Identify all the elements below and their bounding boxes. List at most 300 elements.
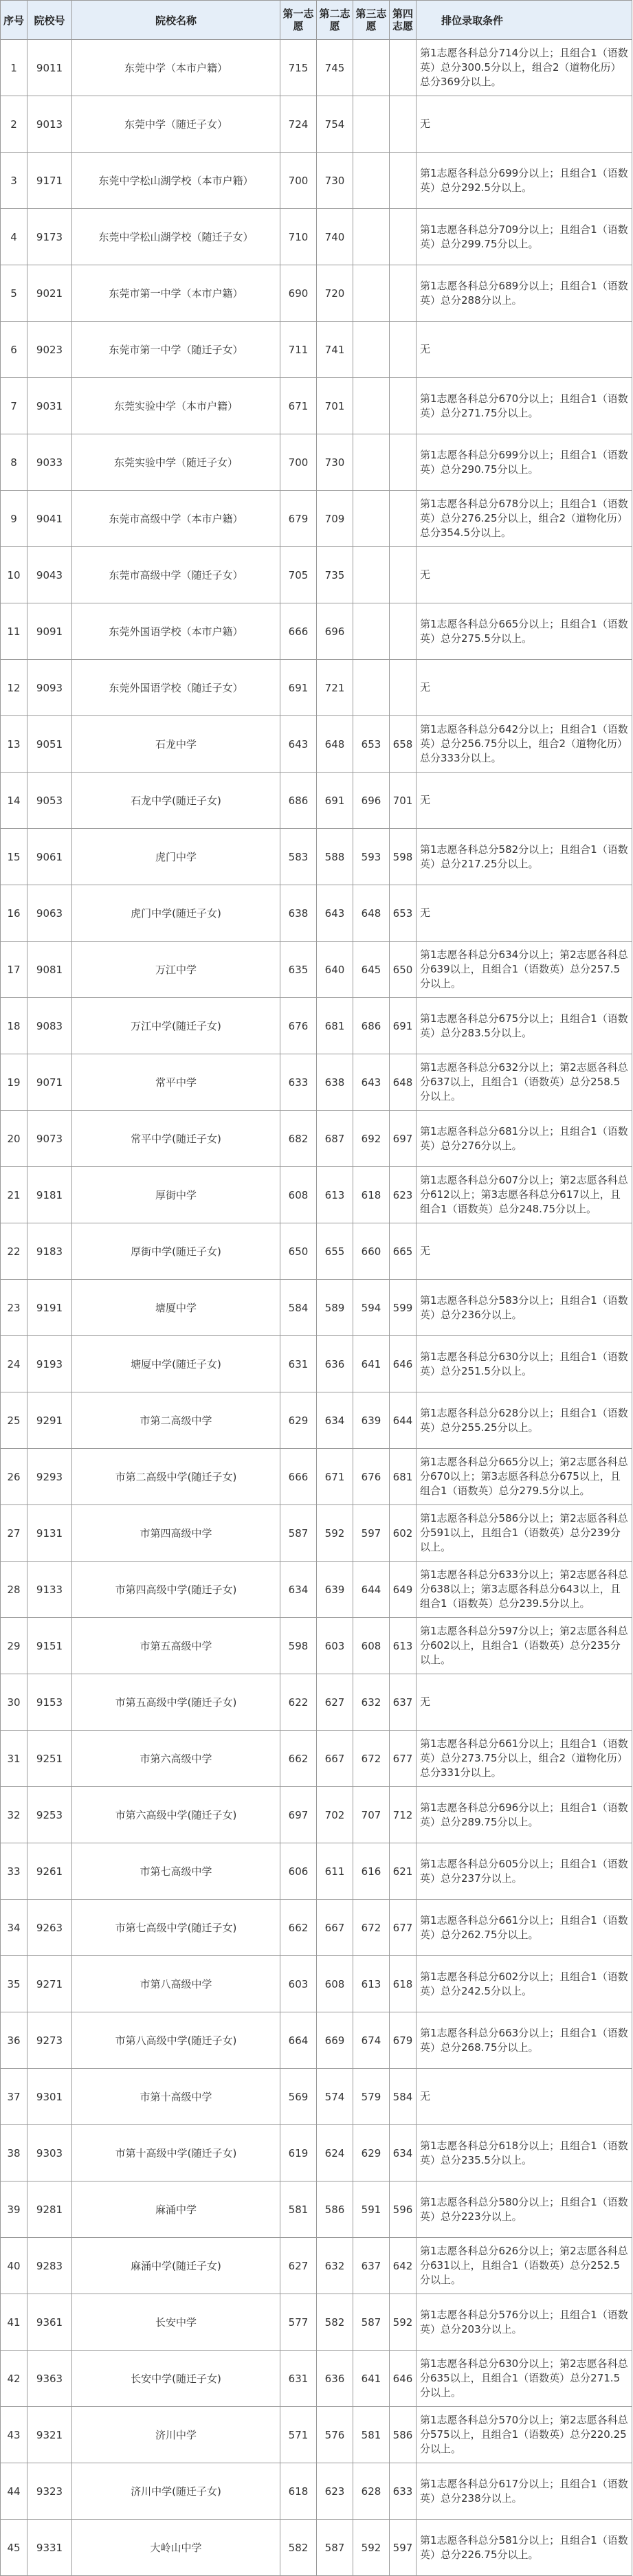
cell-school-code: 9191 bbox=[27, 1280, 72, 1336]
cell-choice-1: 666 bbox=[280, 1449, 317, 1505]
table-row bbox=[1, 1618, 632, 1674]
cell-choice-2: 730 bbox=[317, 434, 353, 491]
cell-admission-conditions: 第1志愿各科总分661分以上；且组合1（语数英）总分273.75分以上，组合2（道物化历）总分331分以上。 bbox=[417, 1731, 632, 1787]
cell-school-name: 市第五高级中学 bbox=[72, 1618, 280, 1674]
cell-admission-conditions: 第1志愿各科总分689分以上；且组合1（语数英）总分288分以上。 bbox=[417, 265, 632, 322]
cell-index: 38 bbox=[1, 2125, 27, 2181]
cell-choice-2: 587 bbox=[317, 2520, 353, 2576]
cell-admission-conditions: 第1志愿各科总分581分以上；且组合1（语数英）总分226.75分以上。 bbox=[417, 2520, 632, 2576]
table-row bbox=[1, 1956, 632, 2012]
cell-school-code: 9281 bbox=[27, 2181, 72, 2238]
header-choice-3 bbox=[353, 1, 390, 40]
cell-school-code: 9173 bbox=[27, 209, 72, 265]
cell-index: 42 bbox=[1, 2351, 27, 2407]
cell-choice-1: 638 bbox=[280, 885, 317, 942]
table-row bbox=[1, 998, 632, 1054]
cell-choice-3 bbox=[353, 434, 390, 491]
cell-choice-3 bbox=[353, 209, 390, 265]
cell-choice-2: 643 bbox=[317, 885, 353, 942]
cell-index: 27 bbox=[1, 1505, 27, 1562]
cell-index: 6 bbox=[1, 322, 27, 378]
cell-choice-1: 700 bbox=[280, 153, 317, 209]
cell-choice-1: 627 bbox=[280, 2238, 317, 2294]
cell-admission-conditions: 第1志愿各科总分632分以上；第2志愿各科总分637以上，且组合1（语数英）总分258.5分以上。 bbox=[417, 1054, 632, 1111]
table-row bbox=[1, 942, 632, 998]
cell-index: 19 bbox=[1, 1054, 27, 1111]
table-row bbox=[1, 1280, 632, 1336]
table-body bbox=[1, 40, 632, 2576]
cell-choice-2: 639 bbox=[317, 1562, 353, 1618]
cell-choice-2: 589 bbox=[317, 1280, 353, 1336]
cell-choice-1: 671 bbox=[280, 378, 317, 434]
cell-choice-4 bbox=[390, 209, 417, 265]
cell-choice-4: 634 bbox=[390, 2125, 417, 2181]
table-row bbox=[1, 2407, 632, 2463]
cell-school-name: 市第八高级中学 bbox=[72, 1956, 280, 2012]
cell-school-name: 常平中学(随迁子女) bbox=[72, 1111, 280, 1167]
cell-school-code: 9061 bbox=[27, 829, 72, 885]
cell-school-code: 9321 bbox=[27, 2407, 72, 2463]
cell-school-code: 9023 bbox=[27, 322, 72, 378]
cell-choice-3: 579 bbox=[353, 2069, 390, 2125]
cell-choice-4: 598 bbox=[390, 829, 417, 885]
cell-choice-4: 712 bbox=[390, 1787, 417, 1843]
table-row bbox=[1, 2463, 632, 2520]
cell-choice-3 bbox=[353, 265, 390, 322]
cell-choice-1: 606 bbox=[280, 1843, 317, 1900]
cell-choice-1: 618 bbox=[280, 2463, 317, 2520]
cell-choice-3: 608 bbox=[353, 1618, 390, 1674]
cell-choice-4: 621 bbox=[390, 1843, 417, 1900]
cell-admission-conditions: 第1志愿各科总分618分以上；且组合1（语数英）总分235.5分以上。 bbox=[417, 2125, 632, 2181]
cell-choice-4: 681 bbox=[390, 1449, 417, 1505]
table-row bbox=[1, 2012, 632, 2069]
cell-index: 23 bbox=[1, 1280, 27, 1336]
cell-choice-2: 691 bbox=[317, 773, 353, 829]
table-row bbox=[1, 660, 632, 716]
cell-school-code: 9291 bbox=[27, 1392, 72, 1449]
cell-choice-4: 701 bbox=[390, 773, 417, 829]
cell-admission-conditions: 第1志愿各科总分663分以上；且组合1（语数英）总分268.75分以上。 bbox=[417, 2012, 632, 2069]
cell-choice-4: 613 bbox=[390, 1618, 417, 1674]
cell-admission-conditions: 第1志愿各科总分665分以上；第2志愿各科总分670以上；第3志愿各科总分675以上，且组合1（语数英）总分279.5分以上。 bbox=[417, 1449, 632, 1505]
cell-choice-4: 658 bbox=[390, 716, 417, 773]
cell-choice-2: 611 bbox=[317, 1843, 353, 1900]
cell-choice-1: 587 bbox=[280, 1505, 317, 1562]
header-choice-2 bbox=[317, 1, 353, 40]
cell-choice-2: 634 bbox=[317, 1392, 353, 1449]
cell-choice-4: 633 bbox=[390, 2463, 417, 2520]
header-choice-4-label: 第四志愿 bbox=[392, 8, 413, 32]
cell-choice-1: 608 bbox=[280, 1167, 317, 1223]
cell-choice-1: 631 bbox=[280, 2351, 317, 2407]
cell-choice-3: 632 bbox=[353, 1674, 390, 1731]
table-row bbox=[1, 1054, 632, 1111]
cell-index: 36 bbox=[1, 2012, 27, 2069]
cell-choice-1: 582 bbox=[280, 2520, 317, 2576]
cell-school-name: 东莞市高级中学（本市户籍） bbox=[72, 491, 280, 547]
cell-index: 20 bbox=[1, 1111, 27, 1167]
cell-choice-4 bbox=[390, 603, 417, 660]
cell-admission-conditions: 第1志愿各科总分586分以上；第2志愿各科总分591以上，且组合1（语数英）总分239分以上。 bbox=[417, 1505, 632, 1562]
cell-school-name: 长安中学 bbox=[72, 2294, 280, 2351]
cell-index: 9 bbox=[1, 491, 27, 547]
cell-choice-2: 720 bbox=[317, 265, 353, 322]
cell-school-code: 9361 bbox=[27, 2294, 72, 2351]
cell-choice-1: 690 bbox=[280, 265, 317, 322]
cell-choice-3: 672 bbox=[353, 1900, 390, 1956]
cell-choice-2: 636 bbox=[317, 1336, 353, 1392]
cell-school-code: 9151 bbox=[27, 1618, 72, 1674]
cell-school-code: 9083 bbox=[27, 998, 72, 1054]
table-row bbox=[1, 2294, 632, 2351]
cell-school-code: 9063 bbox=[27, 885, 72, 942]
cell-choice-3: 660 bbox=[353, 1223, 390, 1280]
table-row bbox=[1, 773, 632, 829]
cell-choice-1: 598 bbox=[280, 1618, 317, 1674]
cell-admission-conditions: 第1志愿各科总分699分以上；且组合1（语数英）总分290.75分以上。 bbox=[417, 434, 632, 491]
cell-choice-4 bbox=[390, 660, 417, 716]
cell-choice-3: 643 bbox=[353, 1054, 390, 1111]
cell-choice-2: 667 bbox=[317, 1731, 353, 1787]
table-row bbox=[1, 40, 632, 96]
cell-choice-3 bbox=[353, 40, 390, 96]
cell-school-code: 9261 bbox=[27, 1843, 72, 1900]
cell-choice-2: 721 bbox=[317, 660, 353, 716]
cell-school-code: 9273 bbox=[27, 2012, 72, 2069]
cell-school-code: 9021 bbox=[27, 265, 72, 322]
cell-index: 11 bbox=[1, 603, 27, 660]
cell-admission-conditions: 第1志愿各科总分617分以上；且组合1（语数英）总分238分以上。 bbox=[417, 2463, 632, 2520]
cell-school-code: 9193 bbox=[27, 1336, 72, 1392]
cell-choice-2: 740 bbox=[317, 209, 353, 265]
cell-choice-3 bbox=[353, 547, 390, 603]
cell-school-name: 济川中学(随迁子女) bbox=[72, 2463, 280, 2520]
cell-choice-4: 586 bbox=[390, 2407, 417, 2463]
cell-choice-1: 666 bbox=[280, 603, 317, 660]
cell-choice-4: 697 bbox=[390, 1111, 417, 1167]
cell-choice-2: 576 bbox=[317, 2407, 353, 2463]
cell-choice-2: 754 bbox=[317, 96, 353, 153]
cell-choice-4: 644 bbox=[390, 1392, 417, 1449]
cell-school-code: 9153 bbox=[27, 1674, 72, 1731]
cell-choice-3: 616 bbox=[353, 1843, 390, 1900]
cell-choice-2: 592 bbox=[317, 1505, 353, 1562]
cell-index: 41 bbox=[1, 2294, 27, 2351]
cell-index: 35 bbox=[1, 1956, 27, 2012]
header-choice-1 bbox=[280, 1, 317, 40]
cell-school-code: 9331 bbox=[27, 2520, 72, 2576]
cell-choice-4 bbox=[390, 491, 417, 547]
cell-choice-2: 588 bbox=[317, 829, 353, 885]
cell-choice-2: 623 bbox=[317, 2463, 353, 2520]
cell-choice-1: 635 bbox=[280, 942, 317, 998]
cell-admission-conditions: 无 bbox=[417, 660, 632, 716]
cell-school-code: 9051 bbox=[27, 716, 72, 773]
cell-choice-3 bbox=[353, 96, 390, 153]
table-row bbox=[1, 2238, 632, 2294]
cell-choice-1: 691 bbox=[280, 660, 317, 716]
cell-school-name: 大岭山中学 bbox=[72, 2520, 280, 2576]
cell-admission-conditions: 第1志愿各科总分670分以上；且组合1（语数英）总分271.75分以上。 bbox=[417, 378, 632, 434]
cell-index: 14 bbox=[1, 773, 27, 829]
cell-index: 33 bbox=[1, 1843, 27, 1900]
cell-index: 5 bbox=[1, 265, 27, 322]
cell-index: 29 bbox=[1, 1618, 27, 1674]
header-choice-2-label: 第二志愿 bbox=[319, 8, 351, 32]
header-school-code: 院校号 bbox=[27, 1, 72, 40]
cell-admission-conditions: 第1志愿各科总分607分以上；第2志愿各科总分612以上；第3志愿各科总分617以上，且组合1（语数英）总分248.75分以上。 bbox=[417, 1167, 632, 1223]
cell-choice-1: 633 bbox=[280, 1054, 317, 1111]
cell-choice-4 bbox=[390, 434, 417, 491]
cell-choice-1: 571 bbox=[280, 2407, 317, 2463]
cell-admission-conditions: 第1志愿各科总分634分以上；第2志愿各科总分639以上，且组合1（语数英）总分257.5分以上。 bbox=[417, 942, 632, 998]
cell-index: 13 bbox=[1, 716, 27, 773]
cell-school-code: 9011 bbox=[27, 40, 72, 96]
cell-choice-2: 681 bbox=[317, 998, 353, 1054]
cell-school-code: 9031 bbox=[27, 378, 72, 434]
cell-choice-2: 636 bbox=[317, 2351, 353, 2407]
table-row bbox=[1, 1674, 632, 1731]
cell-choice-2: 655 bbox=[317, 1223, 353, 1280]
cell-choice-1: 622 bbox=[280, 1674, 317, 1731]
cell-admission-conditions: 第1志愿各科总分633分以上；第2志愿各科总分638以上；第3志愿各科总分643以上，且组合1（语数英）总分239.5分以上。 bbox=[417, 1562, 632, 1618]
cell-admission-conditions: 无 bbox=[417, 547, 632, 603]
cell-choice-3: 648 bbox=[353, 885, 390, 942]
cell-choice-1: 662 bbox=[280, 1731, 317, 1787]
cell-choice-2: 702 bbox=[317, 1787, 353, 1843]
table-row bbox=[1, 1787, 632, 1843]
table-row bbox=[1, 265, 632, 322]
table-row bbox=[1, 491, 632, 547]
cell-school-name: 东莞外国语学校（随迁子女） bbox=[72, 660, 280, 716]
cell-school-name: 东莞实验中学（本市户籍） bbox=[72, 378, 280, 434]
cell-school-code: 9131 bbox=[27, 1505, 72, 1562]
cell-admission-conditions: 第1志愿各科总分597分以上；第2志愿各科总分602以上，且组合1（语数英）总分235分以上。 bbox=[417, 1618, 632, 1674]
cell-index: 15 bbox=[1, 829, 27, 885]
cell-index: 10 bbox=[1, 547, 27, 603]
cell-index: 7 bbox=[1, 378, 27, 434]
cell-school-name: 东莞市高级中学（随迁子女） bbox=[72, 547, 280, 603]
cell-choice-3: 645 bbox=[353, 942, 390, 998]
cell-choice-1: 711 bbox=[280, 322, 317, 378]
cell-choice-2: 701 bbox=[317, 378, 353, 434]
cell-choice-1: 619 bbox=[280, 2125, 317, 2181]
cell-choice-3 bbox=[353, 378, 390, 434]
cell-choice-2: 648 bbox=[317, 716, 353, 773]
cell-index: 22 bbox=[1, 1223, 27, 1280]
cell-admission-conditions: 第1志愿各科总分583分以上；且组合1（语数英）总分236分以上。 bbox=[417, 1280, 632, 1336]
cell-index: 40 bbox=[1, 2238, 27, 2294]
table-row bbox=[1, 1449, 632, 1505]
table-row bbox=[1, 2069, 632, 2125]
table-row bbox=[1, 829, 632, 885]
cell-choice-2: 574 bbox=[317, 2069, 353, 2125]
cell-school-code: 9251 bbox=[27, 1731, 72, 1787]
cell-choice-3: 581 bbox=[353, 2407, 390, 2463]
cell-admission-conditions: 第1志愿各科总分576分以上；且组合1（语数英）总分203分以上。 bbox=[417, 2294, 632, 2351]
cell-choice-2: 603 bbox=[317, 1618, 353, 1674]
cell-choice-4: 649 bbox=[390, 1562, 417, 1618]
cell-choice-4 bbox=[390, 153, 417, 209]
table-row bbox=[1, 209, 632, 265]
cell-choice-2: 624 bbox=[317, 2125, 353, 2181]
cell-school-name: 市第七高级中学 bbox=[72, 1843, 280, 1900]
cell-choice-1: 650 bbox=[280, 1223, 317, 1280]
table-row bbox=[1, 96, 632, 153]
cell-admission-conditions: 无 bbox=[417, 322, 632, 378]
cell-choice-2: 687 bbox=[317, 1111, 353, 1167]
cell-choice-4: 677 bbox=[390, 1731, 417, 1787]
cell-choice-3: 641 bbox=[353, 2351, 390, 2407]
cell-choice-3: 644 bbox=[353, 1562, 390, 1618]
table-row bbox=[1, 1731, 632, 1787]
cell-choice-3: 613 bbox=[353, 1956, 390, 2012]
cell-choice-1: 679 bbox=[280, 491, 317, 547]
cell-choice-4: 653 bbox=[390, 885, 417, 942]
cell-choice-1: 631 bbox=[280, 1336, 317, 1392]
cell-choice-1: 724 bbox=[280, 96, 317, 153]
cell-school-name: 万江中学 bbox=[72, 942, 280, 998]
cell-index: 8 bbox=[1, 434, 27, 491]
cell-school-name: 市第十高级中学(随迁子女) bbox=[72, 2125, 280, 2181]
cell-choice-4: 691 bbox=[390, 998, 417, 1054]
cell-choice-3 bbox=[353, 603, 390, 660]
header-choice-1-label: 第一志愿 bbox=[282, 8, 314, 32]
cell-choice-1: 584 bbox=[280, 1280, 317, 1336]
cell-choice-2: 608 bbox=[317, 1956, 353, 2012]
header-choice-3-label: 第三志愿 bbox=[355, 8, 387, 32]
cell-index: 3 bbox=[1, 153, 27, 209]
cell-choice-4 bbox=[390, 547, 417, 603]
cell-school-name: 济川中学 bbox=[72, 2407, 280, 2463]
cell-school-code: 9073 bbox=[27, 1111, 72, 1167]
table-row bbox=[1, 378, 632, 434]
cell-choice-3: 587 bbox=[353, 2294, 390, 2351]
cell-admission-conditions: 第1志愿各科总分709分以上；且组合1（语数英）总分299.75分以上。 bbox=[417, 209, 632, 265]
cell-school-code: 9293 bbox=[27, 1449, 72, 1505]
cell-admission-conditions: 第1志愿各科总分630分以上；第2志愿各科总分635以上，且组合1（语数英）总分271.5分以上。 bbox=[417, 2351, 632, 2407]
cell-school-code: 9033 bbox=[27, 434, 72, 491]
cell-choice-3: 639 bbox=[353, 1392, 390, 1449]
cell-admission-conditions: 第1志愿各科总分665分以上；且组合1（语数英）总分275.5分以上。 bbox=[417, 603, 632, 660]
cell-index: 45 bbox=[1, 2520, 27, 2576]
cell-index: 24 bbox=[1, 1336, 27, 1392]
cell-choice-3: 672 bbox=[353, 1731, 390, 1787]
cell-index: 21 bbox=[1, 1167, 27, 1223]
cell-school-name: 市第十高级中学 bbox=[72, 2069, 280, 2125]
cell-school-code: 9133 bbox=[27, 1562, 72, 1618]
cell-school-name: 市第六高级中学(随迁子女) bbox=[72, 1787, 280, 1843]
cell-choice-3: 674 bbox=[353, 2012, 390, 2069]
cell-choice-3: 696 bbox=[353, 773, 390, 829]
cell-choice-4: 648 bbox=[390, 1054, 417, 1111]
cell-choice-4: 597 bbox=[390, 2520, 417, 2576]
cell-school-name: 市第五高级中学(随迁子女) bbox=[72, 1674, 280, 1731]
cell-index: 28 bbox=[1, 1562, 27, 1618]
cell-choice-3: 597 bbox=[353, 1505, 390, 1562]
table-row bbox=[1, 2351, 632, 2407]
cell-choice-4: 599 bbox=[390, 1280, 417, 1336]
table-row bbox=[1, 2125, 632, 2181]
cell-school-name: 东莞中学（随迁子女） bbox=[72, 96, 280, 153]
cell-choice-4: 650 bbox=[390, 942, 417, 998]
cell-choice-4: 602 bbox=[390, 1505, 417, 1562]
cell-choice-4 bbox=[390, 40, 417, 96]
cell-admission-conditions: 第1志愿各科总分582分以上；且组合1（语数英）总分217.25分以上。 bbox=[417, 829, 632, 885]
cell-choice-4: 637 bbox=[390, 1674, 417, 1731]
cell-school-code: 9323 bbox=[27, 2463, 72, 2520]
table-row bbox=[1, 1562, 632, 1618]
cell-index: 4 bbox=[1, 209, 27, 265]
cell-choice-4: 623 bbox=[390, 1167, 417, 1223]
cell-school-name: 厚街中学(随迁子女) bbox=[72, 1223, 280, 1280]
cell-school-code: 9041 bbox=[27, 491, 72, 547]
cell-choice-4: 592 bbox=[390, 2294, 417, 2351]
cell-school-name: 虎门中学(随迁子女) bbox=[72, 885, 280, 942]
cell-index: 2 bbox=[1, 96, 27, 153]
cell-choice-1: 603 bbox=[280, 1956, 317, 2012]
cell-choice-2: 709 bbox=[317, 491, 353, 547]
cell-choice-1: 676 bbox=[280, 998, 317, 1054]
table-row bbox=[1, 1392, 632, 1449]
cell-school-name: 市第二高级中学(随迁子女) bbox=[72, 1449, 280, 1505]
table-row bbox=[1, 1336, 632, 1392]
cell-index: 1 bbox=[1, 40, 27, 96]
cell-choice-3 bbox=[353, 660, 390, 716]
table-row bbox=[1, 885, 632, 942]
cell-school-name: 东莞市第一中学（随迁子女） bbox=[72, 322, 280, 378]
cell-choice-3: 692 bbox=[353, 1111, 390, 1167]
cell-choice-2: 730 bbox=[317, 153, 353, 209]
cell-choice-3: 641 bbox=[353, 1336, 390, 1392]
table-row bbox=[1, 1843, 632, 1900]
cell-choice-3: 653 bbox=[353, 716, 390, 773]
table-row bbox=[1, 1167, 632, 1223]
cell-choice-4 bbox=[390, 265, 417, 322]
cell-school-name: 虎门中学 bbox=[72, 829, 280, 885]
cell-index: 34 bbox=[1, 1900, 27, 1956]
cell-choice-4: 665 bbox=[390, 1223, 417, 1280]
cell-school-code: 9301 bbox=[27, 2069, 72, 2125]
cell-index: 12 bbox=[1, 660, 27, 716]
header-choice-4 bbox=[390, 1, 417, 40]
cell-choice-4: 596 bbox=[390, 2181, 417, 2238]
cell-school-code: 9303 bbox=[27, 2125, 72, 2181]
cell-choice-2: 696 bbox=[317, 603, 353, 660]
cell-choice-2: 586 bbox=[317, 2181, 353, 2238]
cell-choice-3: 592 bbox=[353, 2520, 390, 2576]
cell-school-name: 麻涌中学 bbox=[72, 2181, 280, 2238]
header-row bbox=[1, 1, 632, 40]
cell-school-code: 9283 bbox=[27, 2238, 72, 2294]
cell-index: 18 bbox=[1, 998, 27, 1054]
cell-school-code: 9013 bbox=[27, 96, 72, 153]
cell-choice-3 bbox=[353, 491, 390, 547]
cell-admission-conditions: 第1志愿各科总分696分以上；且组合1（语数英）总分289.75分以上。 bbox=[417, 1787, 632, 1843]
cell-choice-4: 618 bbox=[390, 1956, 417, 2012]
cell-choice-3: 618 bbox=[353, 1167, 390, 1223]
cell-school-name: 石龙中学 bbox=[72, 716, 280, 773]
table-row bbox=[1, 603, 632, 660]
cell-school-name: 东莞实验中学（随迁子女） bbox=[72, 434, 280, 491]
cell-school-code: 9181 bbox=[27, 1167, 72, 1223]
header-admission-conditions: 排位录取条件 bbox=[417, 1, 632, 40]
cell-index: 16 bbox=[1, 885, 27, 942]
cell-choice-1: 643 bbox=[280, 716, 317, 773]
table-row bbox=[1, 434, 632, 491]
cell-admission-conditions: 第1志愿各科总分675分以上；且组合1（语数英）总分283.5分以上。 bbox=[417, 998, 632, 1054]
